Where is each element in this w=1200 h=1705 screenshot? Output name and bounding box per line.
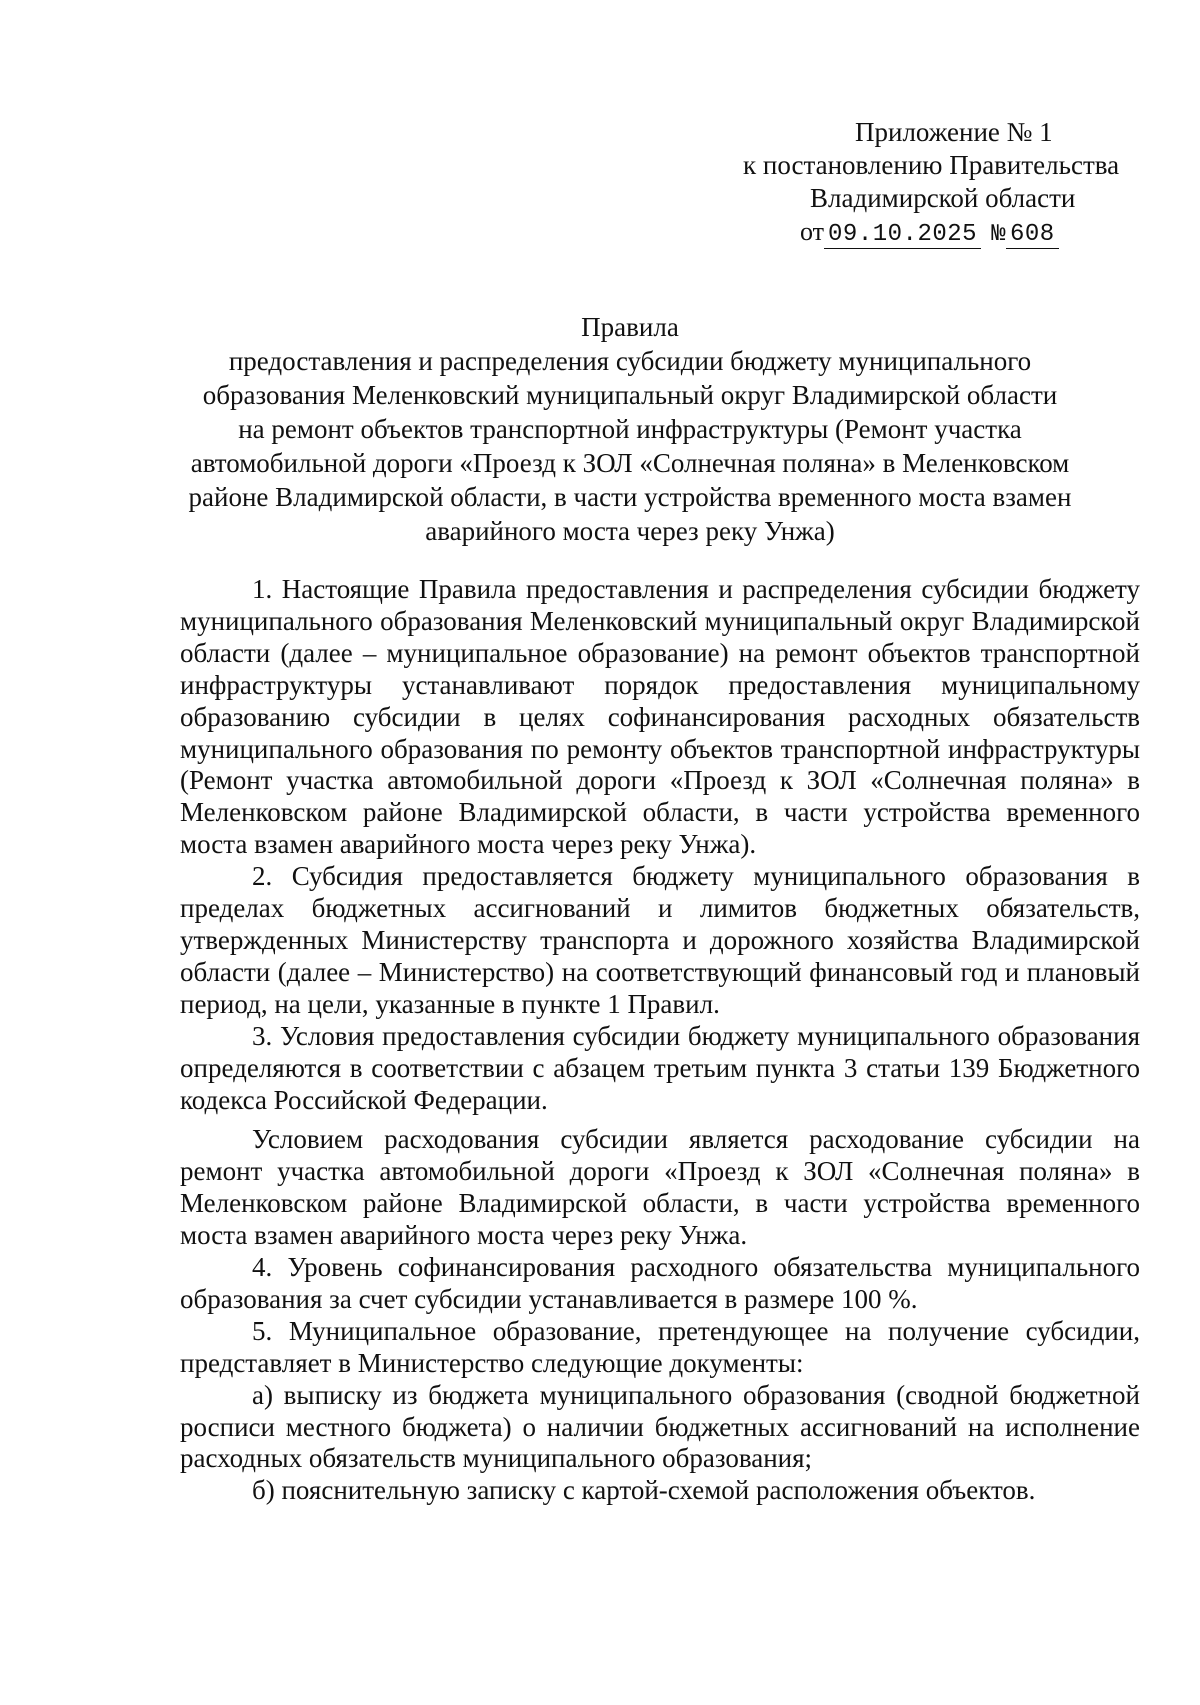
- title-line: образования Меленковский муниципальный округ Владимирской области: [202, 380, 1058, 410]
- paragraph-3: 3. Условия предоставления субсидии бюджету муниципального образования определяются в соответствии с абзацем третьим пункта 3 статьи 139 Бюджетного кодекса Российской Федерации.: [180, 1020, 1140, 1115]
- title-line: на ремонт объектов транспортной инфраструктуры (Ремонт участка: [238, 414, 1022, 444]
- date-prefix: от: [800, 217, 825, 246]
- title-line: автомобильной дороги «Проезд к ЗОЛ «Солнечная поляна» в Меленковском: [190, 448, 1070, 478]
- resolution-number: 608: [1006, 221, 1059, 249]
- document-title: [150, 310, 1110, 548]
- number-prefix: №: [991, 221, 1006, 248]
- resolution-date: 09.10.2025: [824, 221, 981, 249]
- title-line: аварийного моста через реку Унжа): [425, 516, 835, 546]
- paragraph-4: 4. Уровень софинансирования расходного обязательства муниципального образования за счет субсидии устанавливается в размере 100 %.: [180, 1252, 1140, 1314]
- paragraph-5b: б) пояснительную записку с картой-схемой расположения объектов.: [252, 1475, 1036, 1506]
- paragraph-2: 2. Субсидия предоставляется бюджету муниципального образования в пределах бюджетных ассигнований и лимитов бюджетных обязательств, утвержденных Министерству транспорта и дорожного хозяйства Владимирской области (далее – Министерство) на соответствующий финансовый год и плановый период, на цели, указанные в пункте 1 Правил.: [180, 861, 1140, 1019]
- region-name: Владимирской области: [810, 183, 1076, 213]
- attachment-label: Приложение № 1: [855, 117, 1053, 147]
- title-heading: Правила: [581, 312, 679, 342]
- attachment-header: [730, 116, 1150, 251]
- paragraph-3-condition: Условием расходования субсидии является расходование субсидии на ремонт участка автомобильной дороги «Проезд к ЗОЛ «Солнечная поляна» в Меленковском районе Владимирской области, в части устройства временного моста взамен аварийного моста через реку Унжа.: [180, 1124, 1140, 1251]
- title-line: районе Владимирской области, в части устройства временного моста взамен: [188, 482, 1072, 512]
- paragraph-5a: а) выписку из бюджета муниципального образования (сводной бюджетной росписи местного бюджета) о наличии бюджетных ассигнований на исполнение расходных обязательств муниципального образования;: [180, 1379, 1140, 1474]
- resolution-reference: к постановлению Правительства: [743, 150, 1120, 180]
- title-line: предоставления и распределения субсидии бюджету муниципального: [228, 346, 1032, 376]
- resolution-date-number: [730, 215, 1150, 251]
- paragraph-5: 5. Муниципальное образование, претендующее на получение субсидии, представляет в Министерство следующие документы:: [180, 1315, 1140, 1378]
- document-body: [180, 574, 1140, 1507]
- paragraph-1: 1. Настоящие Правила предоставления и распределения субсидии бюджету муниципального образования Меленковский муниципальный округ Владимирской области (далее – муниципальное образование) на ремонт объектов транспортной инфраструктуры устанавливают порядок предоставления муниципальному образованию субсидии в целях софинансирования расходных обязательств муниципального образования по ремонту объектов транспортной инфраструктуры (Ремонт участка автомобильной дороги «Проезд к ЗОЛ «Солнечная поляна» в Меленковском районе Владимирской области, в части устройства временного моста взамен аварийного моста через реку Унжа).: [180, 574, 1140, 860]
